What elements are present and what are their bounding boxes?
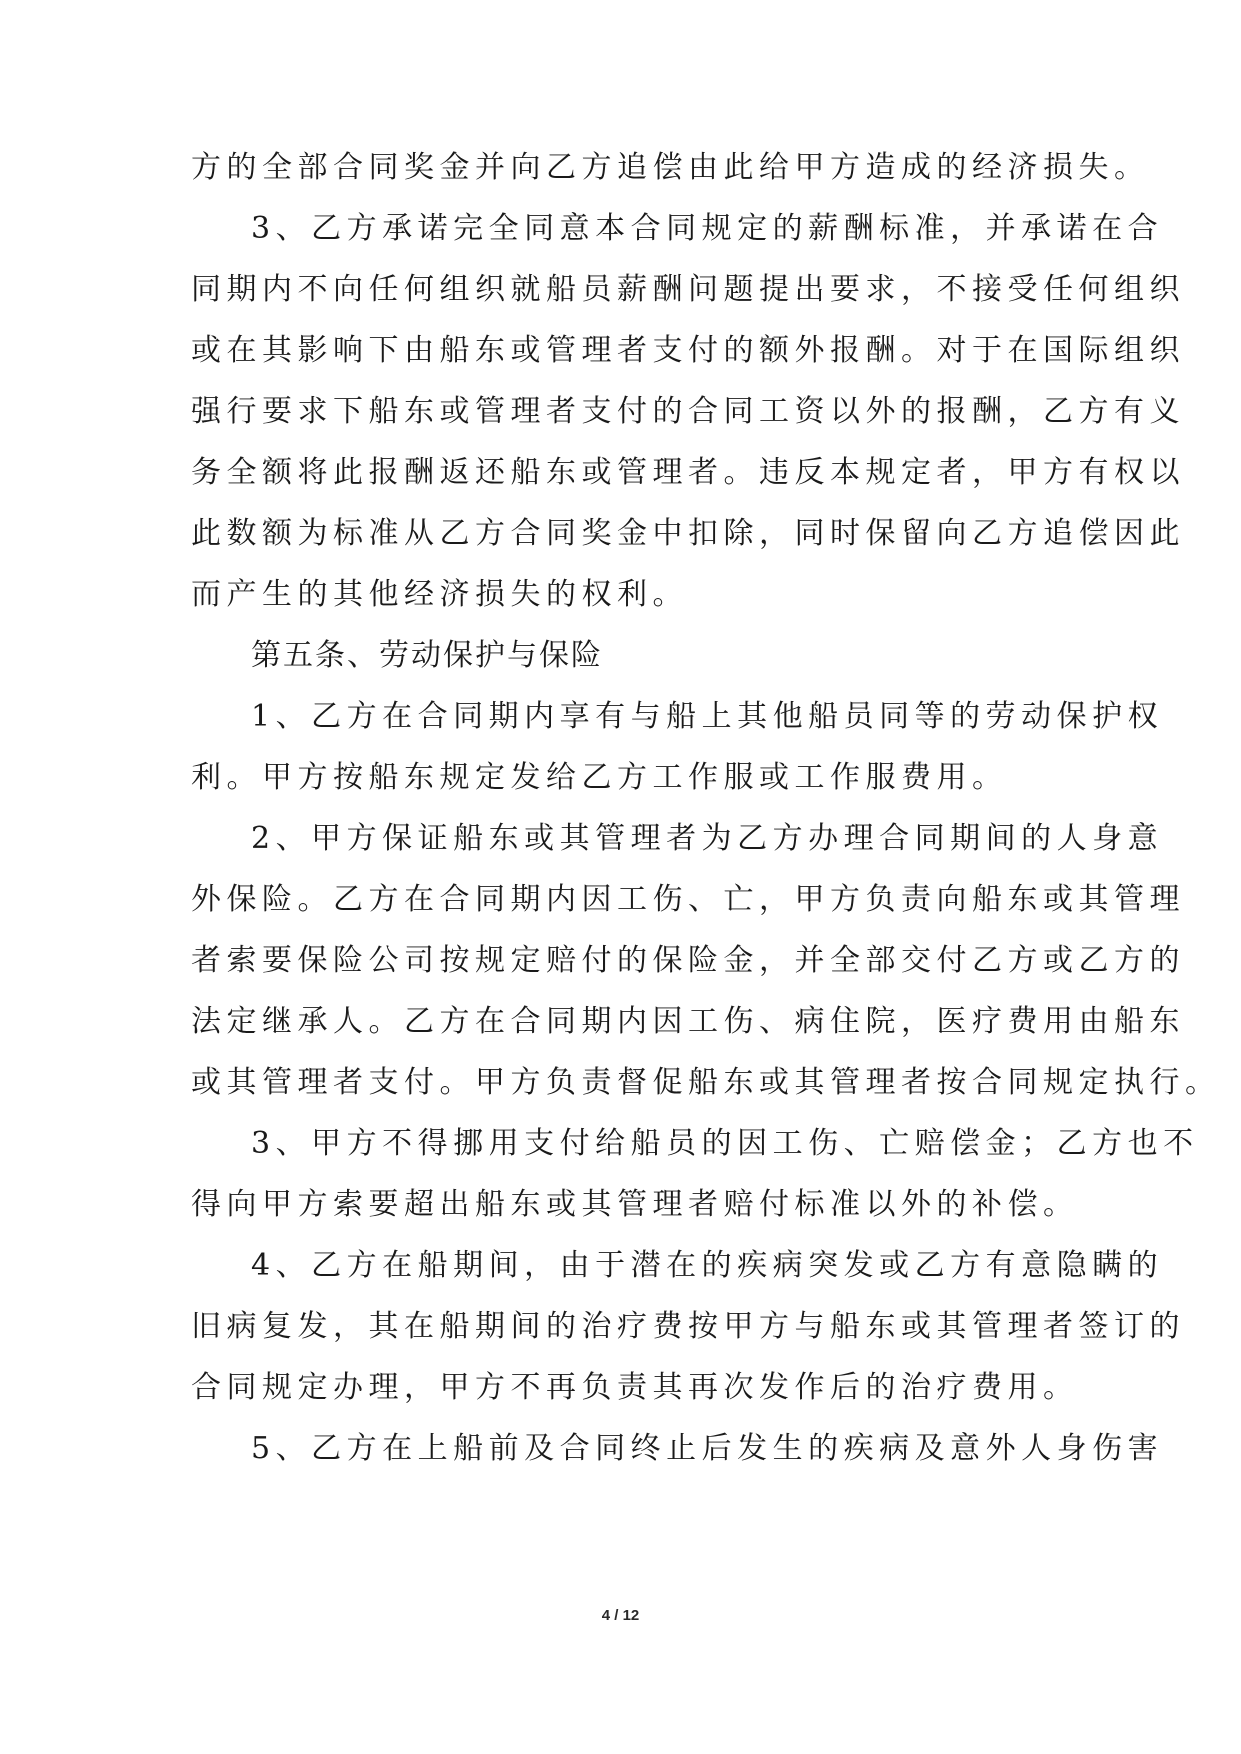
text-line: 5、乙方在上船前及合同终止后发生的疾病及意外人身伤害 bbox=[251, 1431, 1164, 1466]
text-line: 4、乙方在船期间，由于潜在的疾病突发或乙方有意隐瞒的 bbox=[251, 1248, 1164, 1283]
text-line: 而产生的其他经济损失的权利。 bbox=[191, 577, 688, 612]
text-line: 旧病复发，其在船期间的治疗费按甲方与船东或其管理者签订的 bbox=[191, 1309, 1185, 1344]
section-heading: 第五条、劳动保护与保险 bbox=[251, 638, 603, 673]
text-line: 强行要求下船东或管理者支付的合同工资以外的报酬，乙方有义 bbox=[191, 394, 1185, 429]
text-line: 法定继承人。乙方在合同期内因工伤、病住院，医疗费用由船东 bbox=[191, 1004, 1185, 1039]
text-line: 或其管理者支付。甲方负责督促船东或其管理者按合同规定执行。 bbox=[191, 1065, 1221, 1100]
text-line: 务全额将此报酬返还船东或管理者。违反本规定者，甲方有权以 bbox=[191, 455, 1185, 490]
text-line: 者索要保险公司按规定赔付的保险金，并全部交付乙方或乙方的 bbox=[191, 943, 1185, 978]
text-line: 外保险。乙方在合同期内因工伤、亡，甲方负责向船东或其管理 bbox=[191, 882, 1185, 917]
text-line: 2、甲方保证船东或其管理者为乙方办理合同期间的人身意 bbox=[251, 821, 1164, 856]
text-line: 利。甲方按船东规定发给乙方工作服或工作服费用。 bbox=[191, 760, 1008, 795]
text-line: 合同规定办理，甲方不再负责其再次发作后的治疗费用。 bbox=[191, 1370, 1079, 1405]
text-line: 1、乙方在合同期内享有与船上其他船员同等的劳动保护权 bbox=[251, 699, 1164, 734]
text-line: 方的全部合同奖金并向乙方追偿由此给甲方造成的经济损失。 bbox=[191, 150, 1150, 185]
text-line: 3、乙方承诺完全同意本合同规定的薪酬标准，并承诺在合 bbox=[251, 211, 1164, 246]
page-number: 4 / 12 bbox=[601, 1607, 640, 1624]
text-line: 此数额为标准从乙方合同奖金中扣除，同时保留向乙方追偿因此 bbox=[191, 516, 1185, 551]
text-line: 或在其影响下由船东或管理者支付的额外报酬。对于在国际组织 bbox=[191, 333, 1185, 368]
text-line: 得向甲方索要超出船东或其管理者赔付标准以外的补偿。 bbox=[191, 1187, 1079, 1222]
text-line: 3、甲方不得挪用支付给船员的因工伤、亡赔偿金；乙方也不 bbox=[251, 1126, 1199, 1161]
text-line: 同期内不向任何组织就船员薪酬问题提出要求，不接受任何组织 bbox=[191, 272, 1185, 307]
